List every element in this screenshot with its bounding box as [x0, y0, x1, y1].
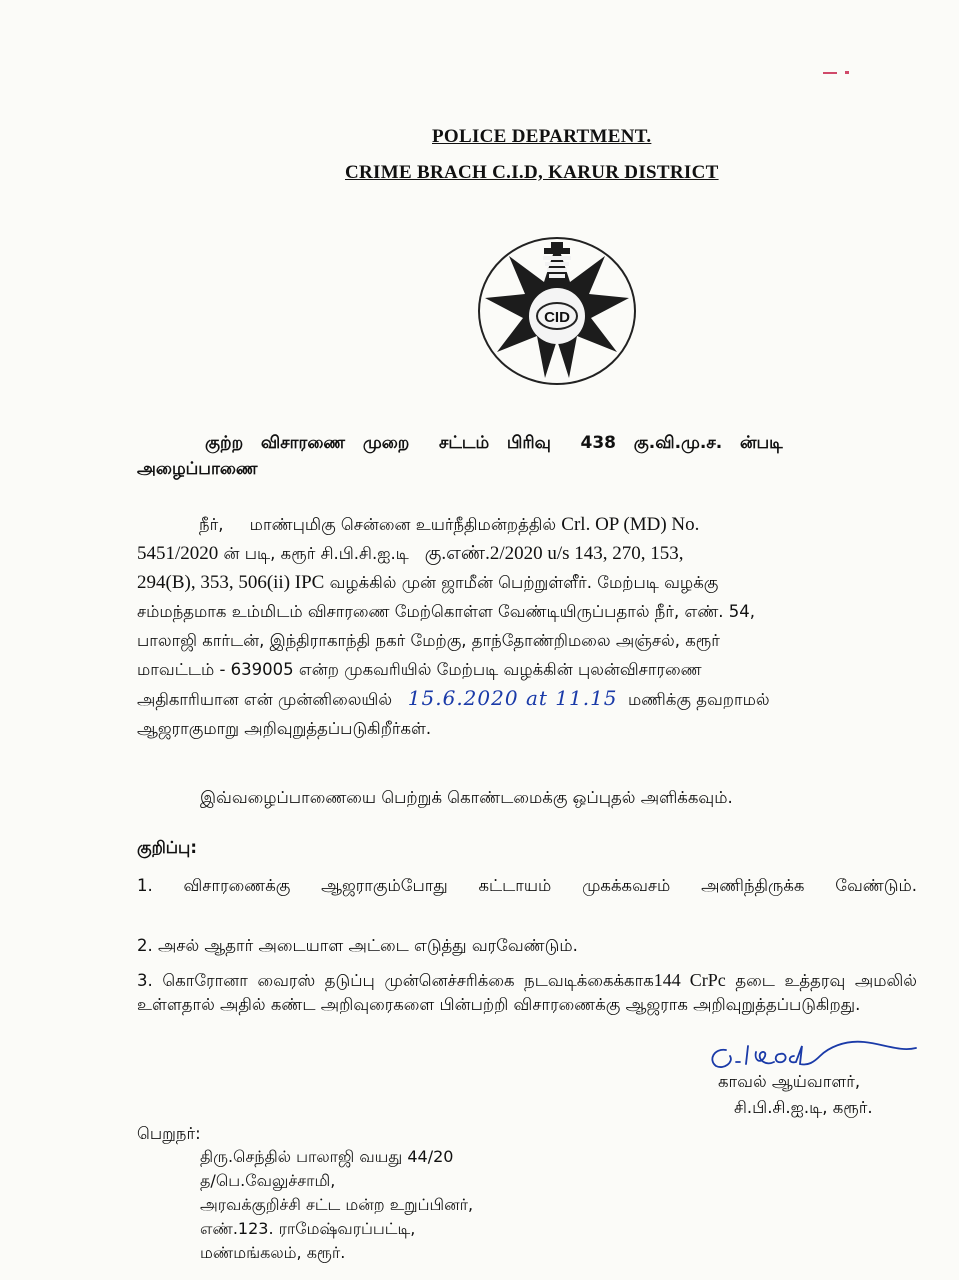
signatory-designation: காவல் ஆய்வாளர், — [718, 1072, 861, 1091]
subject-line-1 — [205, 433, 917, 455]
note-item-2: 2. அசல் ஆதார் அடையாள அட்டை எடுத்து வரவேண்டும். — [137, 936, 578, 955]
emblem-text: CID — [544, 309, 570, 326]
header-branch: CRIME BRACH C.I.D, KARUR DISTRICT — [345, 162, 719, 183]
subject-word: பிரிவு — [506, 433, 551, 453]
subject-word: கு.வி.மு.ச. — [633, 433, 723, 453]
recipient-address-line: த/பெ.வேலுச்சாமி, — [200, 1171, 336, 1190]
signature — [704, 1032, 924, 1076]
body-line: நீர், மாண்புமிகு சென்னை உயர்நீதிமன்றத்தில் Crl. OP (MD) No. — [199, 514, 700, 535]
recipient-address-line: திரு.செந்தில் பாலாஜி வயது 44/20 — [200, 1147, 454, 1166]
signatory-office: சி.பி.சி.ஐ.டி, கரூர். — [734, 1098, 873, 1117]
recipient-address-line: எண்.123. ராமேஷ்வரப்பட்டி, — [200, 1219, 416, 1238]
subject-word: விசாரணை — [260, 433, 346, 453]
cid-emblem — [477, 236, 637, 386]
subject-word: சட்டம் — [438, 433, 490, 453]
handwritten-date: 15.6.2020 at 11.15 — [407, 686, 618, 710]
note-item-3: 3. கொரோனா வைரஸ் தடுப்பு முன்னெச்சரிக்கை நடவடிக்கைக்காக144 CrPc தடை உத்தரவு அமலில் உள்ளதால் அதில் கண்ட அறிவுரைகளை பின்பற்றி விசாரணைக்கு ஆஜராக அறிவுறுத்தப்படுகிறது. — [137, 970, 917, 1014]
recipient-label: பெறுநர்: — [137, 1124, 201, 1143]
subject-word: முறை — [362, 433, 410, 453]
notes-title: குறிப்பு: — [137, 838, 197, 857]
subject-word: ன்படி — [740, 433, 783, 453]
body-line: 294(B), 353, 506(ii) IPC வழக்கில் முன் ஜாமீன் பெற்றுள்ளீர். மேற்படி வழக்கு — [137, 572, 719, 593]
body-line: 5451/2020 ன் படி, கரூர் சி.பி.சி.ஐ.டி கு.எண்.2/2020 u/s 143, 270, 153, — [137, 543, 684, 564]
acknowledgement-text: இவ்வழைப்பாணையை பெற்றுக் கொண்டமைக்கு ஒப்புதல் அளிக்கவும். — [200, 788, 733, 807]
cid-star-emblem-icon — [477, 236, 637, 386]
stray-mark — [845, 71, 849, 74]
note-item-1: 1. விசாரணைக்கு ஆஜராகும்போது கட்டாயம் முகக்கவசம் அணிந்திருக்க வேண்டும். — [137, 876, 917, 895]
header-department: POLICE DEPARTMENT. — [432, 126, 652, 147]
body-line: ஆஜராகுமாறு அறிவுறுத்தப்படுகிறீர்கள். — [137, 719, 432, 738]
handwritten-signature-icon — [704, 1032, 924, 1076]
body-line: மாவட்டம் - 639005 என்ற முகவரியில் மேற்படி வழக்கின் புலன்விசாரணை — [137, 660, 702, 679]
body-line: சம்மந்தமாக உம்மிடம் விசாரணை மேற்கொள்ள வேண்டியிருப்பதால் நீர், எண். 54, — [137, 602, 756, 621]
recipient-address-line: மண்மங்கலம், கரூர். — [200, 1243, 346, 1262]
section-number: 438 — [580, 433, 616, 453]
body-line: பாலாஜி கார்டன், இந்திராகாந்தி நகர் மேற்கு, தாந்தோண்றிமலை அஞ்சல், கரூர் — [137, 631, 720, 650]
subject-word: குற்ற — [205, 433, 244, 453]
subject-line-2: அழைப்பாணை — [137, 459, 258, 479]
body-line: அதிகாரியான என் முன்னிலையில் 15.6.2020 at 11.15 மணிக்கு தவறாமல் — [137, 686, 770, 710]
recipient-address-line: அரவக்குறிச்சி சட்ட மன்ற உறுப்பினர், — [200, 1195, 474, 1214]
stray-mark — [823, 72, 837, 74]
body-paragraph — [137, 510, 917, 743]
